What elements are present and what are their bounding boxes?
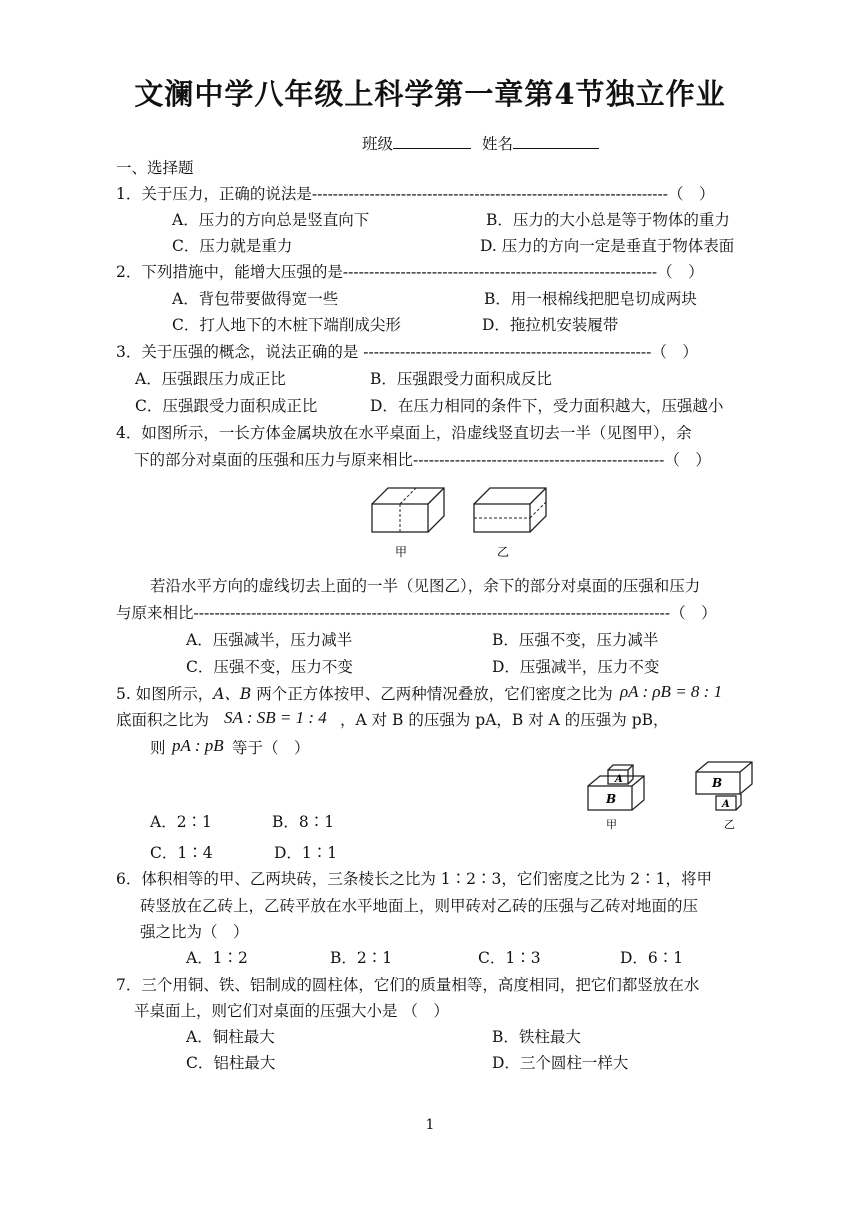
q5-stem-1a: 5. 如图所示， bbox=[116, 685, 214, 703]
q5-stem-1c: 两个正方体按甲、乙两种情况叠放，它们密度之比为 bbox=[251, 685, 613, 703]
page-number: 1 bbox=[425, 1117, 435, 1133]
q5-pressure-ratio: pA : pB bbox=[172, 736, 224, 755]
q5-jia-block-a: A bbox=[615, 774, 623, 785]
class-blank[interactable] bbox=[393, 133, 471, 149]
q1-stem: 1．关于压力，正确的说法是--------------------------------------------------------------------（ ） bbox=[116, 185, 715, 203]
q4-figure-jia-block bbox=[372, 488, 444, 532]
q6-stem-line3: 强之比为（ ） bbox=[140, 923, 249, 941]
class-label: 班级 bbox=[362, 135, 394, 153]
q5-stem-1b: A、B bbox=[213, 685, 252, 703]
q5-yi-block-b: B bbox=[712, 776, 723, 790]
q7-option-c: C．铝柱最大 bbox=[186, 1054, 276, 1072]
q2-option-a: A．背包带要做得宽一些 bbox=[172, 290, 339, 308]
name-label: 姓名 bbox=[481, 135, 513, 153]
q5-stem-line1 bbox=[116, 684, 613, 704]
q4-option-b: B．压强不变，压力减半 bbox=[492, 631, 659, 649]
q5-option-d: D．1∶1 bbox=[274, 844, 338, 862]
q1-option-d: D. 压力的方向一定是垂直于物体表面 bbox=[480, 237, 735, 255]
q5-density-ratio: ρA : ρB = 8 : 1 bbox=[620, 682, 723, 701]
q5-stem-2a: 底面积之比为 bbox=[116, 711, 210, 729]
page-title: 文澜中学八年级上科学第一章第4节独立作业 bbox=[134, 77, 726, 111]
q7-option-d: D．三个圆柱一样大 bbox=[492, 1054, 629, 1072]
q3-stem: 3．关于压强的概念，说法正确的是 -------------------------------------------------------（ ） bbox=[116, 343, 698, 361]
q4-stem-line4: 与原来相比-------------------------------------------------------------------------------------------（ ） bbox=[116, 604, 717, 622]
q5-stem-3b: 等于（ ） bbox=[232, 739, 310, 757]
q4-stem-line3: 若沿水平方向的虚线切去上面的一半（见图乙），余下的部分对桌面的压强和压力 bbox=[150, 577, 701, 595]
q6-option-c: C．1∶3 bbox=[478, 949, 541, 967]
student-info-line bbox=[362, 133, 599, 154]
q4-figure bbox=[360, 478, 560, 564]
q5-figure bbox=[580, 756, 770, 836]
q5-area-ratio: SA : SB = 1 : 4 bbox=[224, 708, 327, 727]
q5-option-c: C．1∶4 bbox=[150, 844, 213, 862]
q4-option-c: C．压强不变，压力不变 bbox=[186, 658, 353, 676]
q5-option-a: A．2∶1 bbox=[150, 813, 212, 831]
q5-yi-block-a: A bbox=[722, 799, 730, 810]
q5-fig-label-yi: 乙 bbox=[724, 818, 735, 831]
q5-fig-label-jia: 甲 bbox=[606, 818, 617, 831]
q5-jia-block-b: B bbox=[606, 792, 617, 806]
q4-option-d: D．压强减半，压力不变 bbox=[492, 658, 660, 676]
q2-option-b: B．用一根棉线把肥皂切成两块 bbox=[484, 290, 697, 308]
q2-option-c: C．打人地下的木桩下端削成尖形 bbox=[172, 316, 401, 334]
section-heading: 一、选择题 bbox=[116, 159, 194, 177]
q5-stem-2b: ，A 对 B 的压强为 pA，B 对 A 的压强为 pB， bbox=[340, 711, 669, 729]
q1-option-b: B．压力的大小总是等于物体的重力 bbox=[486, 211, 730, 229]
q3-option-c: C．压强跟受力面积成正比 bbox=[135, 397, 318, 415]
q1-option-c: C．压力就是重力 bbox=[172, 237, 293, 255]
q7-option-b: B．铁柱最大 bbox=[492, 1028, 581, 1046]
q2-option-d: D．拖拉机安装履带 bbox=[482, 316, 619, 334]
q4-stem-line1: 4．如图所示，一长方体金属块放在水平桌面上，沿虚线竖直切去一半（见图甲），余 bbox=[116, 424, 692, 442]
q1-option-a: A．压力的方向总是竖直向下 bbox=[172, 211, 370, 229]
q2-stem: 2．下列措施中，能增大压强的是------------------------------------------------------------（ ） bbox=[116, 263, 704, 281]
q4-stem-line2: 下的部分对桌面的压强和压力与原来相比------------------------------------------------（ ） bbox=[134, 451, 711, 469]
q5-stem-3a: 则 bbox=[150, 739, 166, 757]
q7-stem-line1: 7．三个用铜、铁、铝制成的圆柱体，它们的质量相等，高度相同，把它们都竖放在水 bbox=[116, 976, 700, 994]
name-blank[interactable] bbox=[513, 133, 599, 149]
q6-option-a: A．1∶2 bbox=[186, 949, 248, 967]
q5-option-b: B．8∶1 bbox=[272, 813, 335, 831]
q4-figure-yi-block bbox=[474, 488, 546, 532]
q7-option-a: A．铜柱最大 bbox=[186, 1028, 275, 1046]
q6-option-d: D．6∶1 bbox=[620, 949, 684, 967]
q4-option-a: A．压强减半，压力减半 bbox=[186, 631, 353, 649]
q6-stem-line2: 砖竖放在乙砖上，乙砖平放在水平地面上，则甲砖对乙砖的压强与乙砖对地面的压 bbox=[140, 897, 699, 915]
q3-option-a: A．压强跟压力成正比 bbox=[135, 370, 286, 388]
q3-option-b: B．压强跟受力面积成反比 bbox=[370, 370, 552, 388]
q7-stem-line2: 平桌面上，则它们对桌面的压强大小是 （ ） bbox=[134, 1002, 449, 1020]
q4-fig-label-yi: 乙 bbox=[497, 545, 510, 559]
q6-stem-line1: 6．体积相等的甲、乙两块砖，三条棱长之比为 1∶2∶3，它们密度之比为 2∶1，将甲 bbox=[116, 870, 713, 888]
q6-option-b: B．2∶1 bbox=[330, 949, 393, 967]
q4-fig-label-jia: 甲 bbox=[395, 545, 408, 559]
q3-option-d: D．在压力相同的条件下，受力面积越大，压强越小 bbox=[370, 397, 724, 415]
